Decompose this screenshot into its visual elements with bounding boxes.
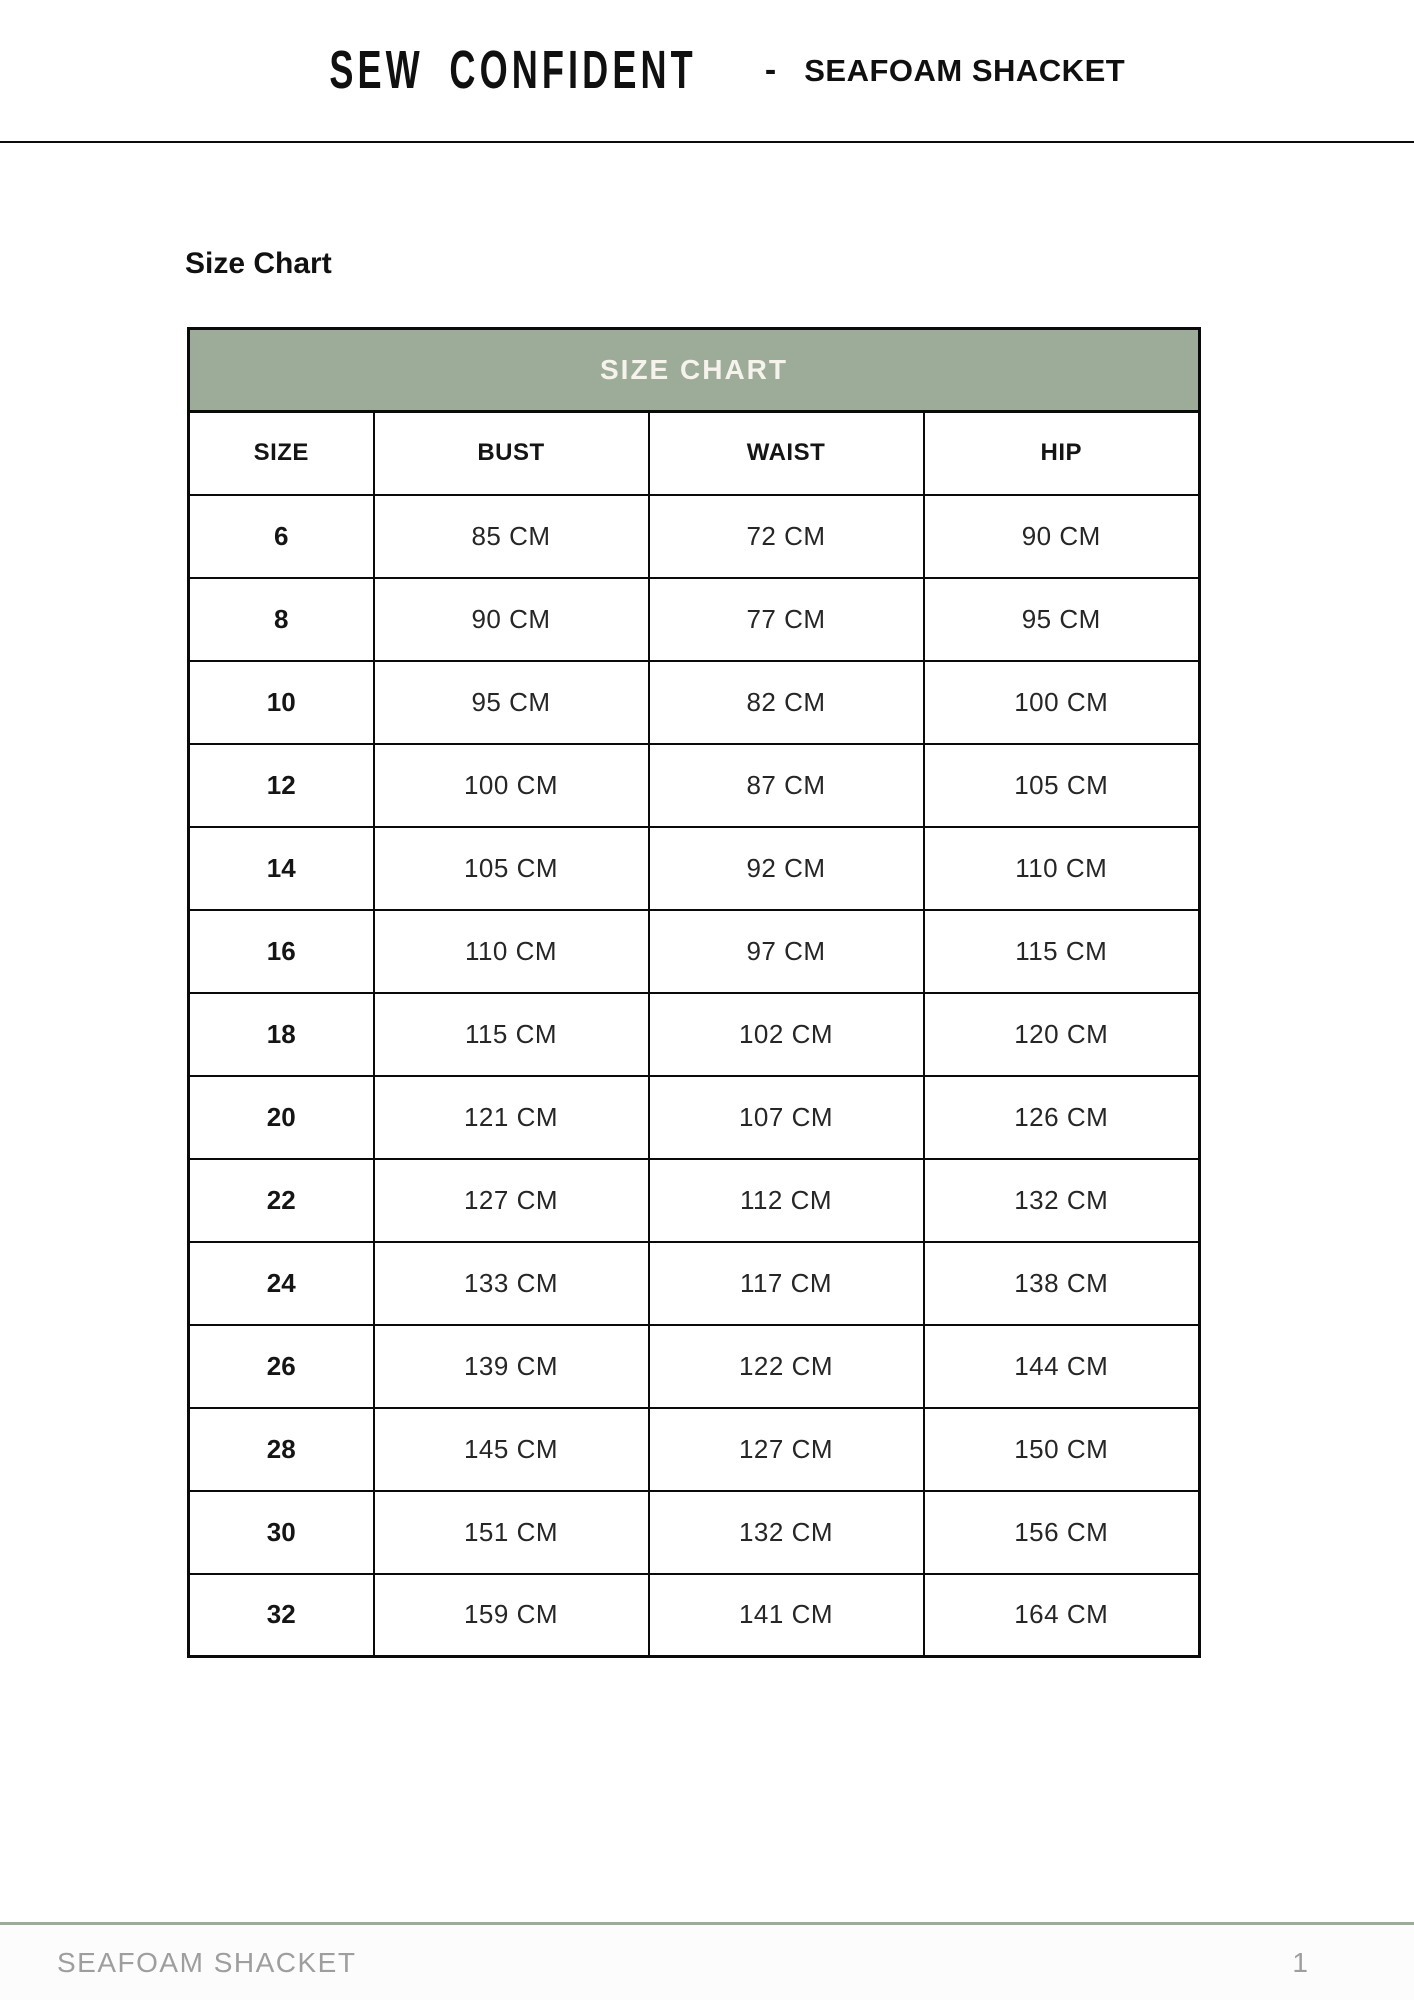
page-footer (0, 1922, 1414, 2000)
table-row (189, 744, 1200, 827)
bust-value: 121 CM (374, 1076, 649, 1159)
table-row (189, 661, 1200, 744)
bust-value: 151 CM (374, 1491, 649, 1574)
waist-value: 132 CM (649, 1491, 924, 1574)
hip-value: 115 CM (924, 910, 1200, 993)
table-row (189, 1325, 1200, 1408)
table-row (189, 1574, 1200, 1657)
page-body (0, 249, 1414, 1658)
bust-value: 90 CM (374, 578, 649, 661)
waist-value: 107 CM (649, 1076, 924, 1159)
bust-value: 159 CM (374, 1574, 649, 1657)
size-value: 24 (189, 1242, 374, 1325)
column-header-bust: BUST (374, 412, 649, 495)
hip-value: 150 CM (924, 1408, 1200, 1491)
size-value: 18 (189, 993, 374, 1076)
bust-value: 145 CM (374, 1408, 649, 1491)
waist-value: 112 CM (649, 1159, 924, 1242)
hip-value: 110 CM (924, 827, 1200, 910)
column-header-waist: WAIST (649, 412, 924, 495)
hip-value: 100 CM (924, 661, 1200, 744)
bust-value: 105 CM (374, 827, 649, 910)
waist-value: 141 CM (649, 1574, 924, 1657)
table-row (189, 993, 1200, 1076)
table-row (189, 827, 1200, 910)
size-value: 22 (189, 1159, 374, 1242)
bust-value: 100 CM (374, 744, 649, 827)
bust-value: 127 CM (374, 1159, 649, 1242)
size-value: 10 (189, 661, 374, 744)
hip-value: 90 CM (924, 495, 1200, 578)
header-divider (0, 141, 1414, 143)
hip-value: 164 CM (924, 1574, 1200, 1657)
waist-value: 102 CM (649, 993, 924, 1076)
table-body (189, 495, 1200, 1657)
waist-value: 92 CM (649, 827, 924, 910)
size-value: 20 (189, 1076, 374, 1159)
table-columns-row (189, 412, 1200, 495)
size-value: 6 (189, 495, 374, 578)
waist-value: 87 CM (649, 744, 924, 827)
bust-value: 115 CM (374, 993, 649, 1076)
bust-value: 110 CM (374, 910, 649, 993)
bust-value: 133 CM (374, 1242, 649, 1325)
hip-value: 132 CM (924, 1159, 1200, 1242)
size-value: 14 (189, 827, 374, 910)
bust-value: 95 CM (374, 661, 649, 744)
waist-value: 117 CM (649, 1242, 924, 1325)
hip-value: 95 CM (924, 578, 1200, 661)
waist-value: 72 CM (649, 495, 924, 578)
table-row (189, 1159, 1200, 1242)
waist-value: 82 CM (649, 661, 924, 744)
bust-value: 85 CM (374, 495, 649, 578)
size-value: 32 (189, 1574, 374, 1657)
column-header-size: SIZE (189, 412, 374, 495)
table-row (189, 1491, 1200, 1574)
bust-value: 139 CM (374, 1325, 649, 1408)
document-title: SEAFOAM SHACKET (804, 52, 1126, 88)
brand-title: SEW CONFIDENT (329, 40, 697, 100)
table-title: SIZE CHART (189, 329, 1200, 412)
waist-value: 127 CM (649, 1408, 924, 1491)
size-value: 16 (189, 910, 374, 993)
table-row (189, 578, 1200, 661)
size-value: 8 (189, 578, 374, 661)
page-number: 1 (1292, 1946, 1308, 1978)
hip-value: 105 CM (924, 744, 1200, 827)
table-row (189, 495, 1200, 578)
section-heading: Size Chart (185, 247, 332, 280)
size-value: 28 (189, 1408, 374, 1491)
waist-value: 77 CM (649, 578, 924, 661)
waist-value: 97 CM (649, 910, 924, 993)
table-row (189, 1242, 1200, 1325)
table-title-row (189, 329, 1200, 412)
hip-value: 144 CM (924, 1325, 1200, 1408)
size-value: 26 (189, 1325, 374, 1408)
hip-value: 156 CM (924, 1491, 1200, 1574)
hip-value: 138 CM (924, 1242, 1200, 1325)
header-separator: - (764, 51, 777, 89)
size-value: 30 (189, 1491, 374, 1574)
waist-value: 122 CM (649, 1325, 924, 1408)
page-header (0, 0, 1414, 141)
footer-label: SEAFOAM SHACKET (57, 1946, 357, 1978)
size-chart-table (187, 327, 1201, 1658)
size-value: 12 (189, 744, 374, 827)
table-row (189, 910, 1200, 993)
table-row (189, 1408, 1200, 1491)
hip-value: 126 CM (924, 1076, 1200, 1159)
table-row (189, 1076, 1200, 1159)
hip-value: 120 CM (924, 993, 1200, 1076)
column-header-hip: HIP (924, 412, 1200, 495)
